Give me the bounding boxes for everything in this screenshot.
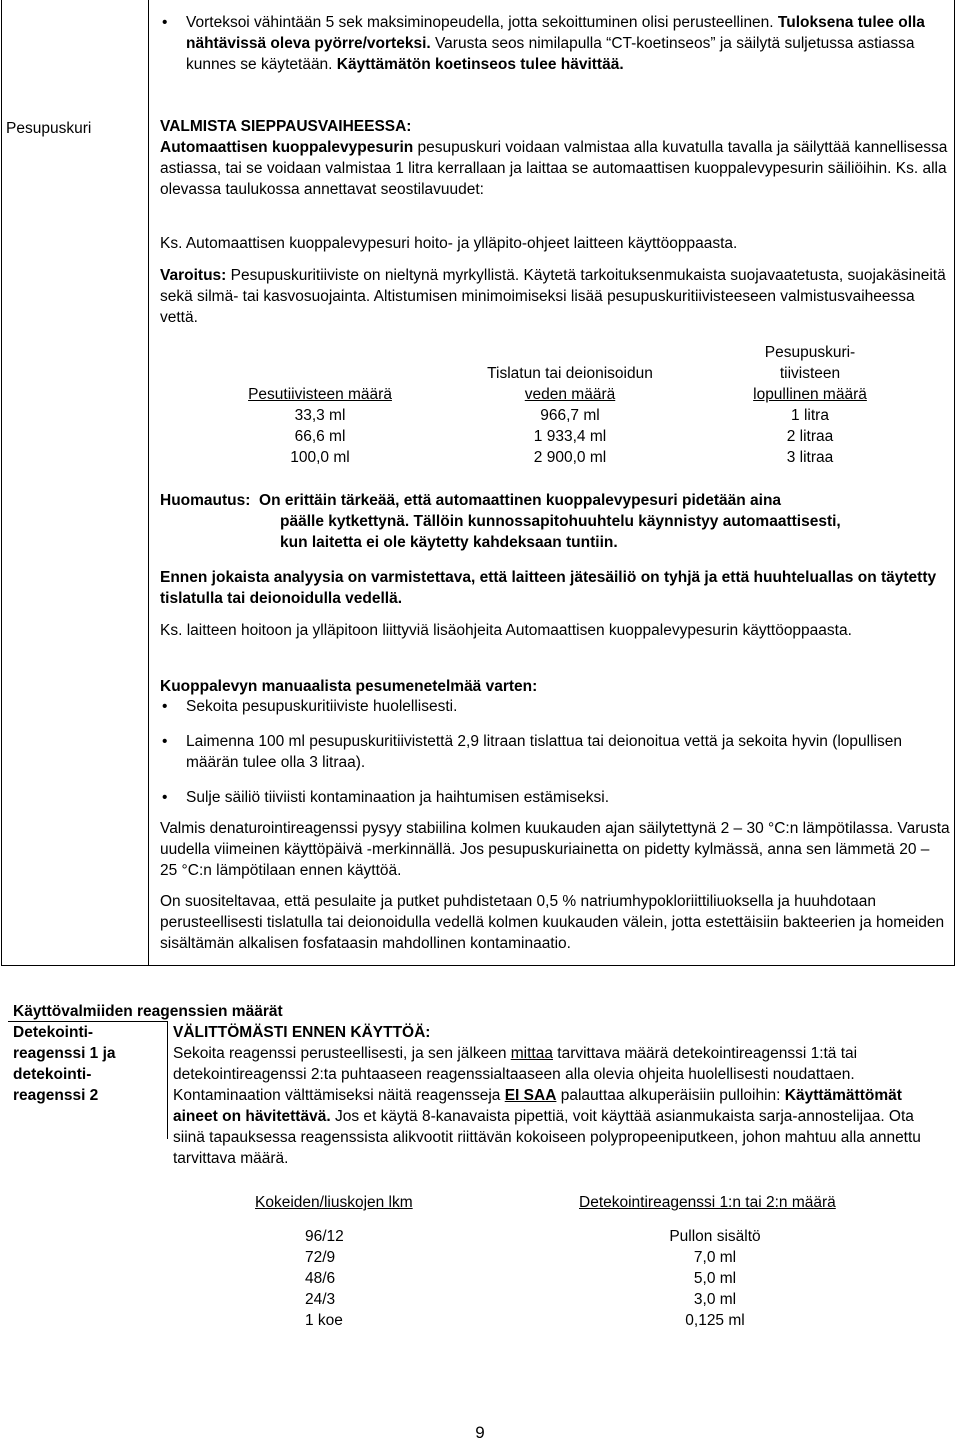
prep-heading: VALMISTA SIEPPAUSVAIHEESSA: xyxy=(160,118,412,135)
section-label-pesupuskuri: Pesupuskuri xyxy=(6,120,92,137)
manual-wash-list xyxy=(160,787,940,808)
table-header: Kokeiden/liuskojen lkm xyxy=(255,1194,413,1211)
page-number: 9 xyxy=(475,1423,485,1442)
column-divider xyxy=(148,0,149,966)
before-analysis-text: Ennen jokaista analyysia on varmistettava, että laitteen jätesäiliö on tyhjä ja että huuhteluallas on täytetty tislatulla tai deionoidulla vedellä. xyxy=(160,569,937,607)
manual-wash-heading: Kuoppalevyn manuaalista pesumenetelmää varten: xyxy=(160,678,538,695)
table-row xyxy=(190,447,930,468)
table-cell: 0,125 ml xyxy=(685,1312,745,1329)
table-cell: Pullon sisältö xyxy=(669,1228,761,1245)
note-line: päälle kytkettynä. Tällöin kunnossapitohuuhtelu käynnistyy automaattisesti, xyxy=(280,513,841,530)
list-item: • Sulje säiliö tiiviisti kontaminaation ja haihtumisen estämiseksi. xyxy=(160,787,940,808)
table-header: Detekointireagenssi 1:n tai 2:n määrä xyxy=(579,1194,836,1211)
table-header-row xyxy=(190,342,930,405)
note-line: kun laitetta ei ole käytetty kahdeksaan tuntiin. xyxy=(280,534,618,551)
prep-text: Automaattisen kuoppalevypesurin pesupuskuri voidaan valmistaa alla kuvatulla tavalla ja säilyttää kannellisessa astiassa, tai se voidaan valmistaa 1 litra kerrallaan ja laittaa se automaattisen kuoppalevypesurin säiliöihin. Ks. alla olevassa taulukossa annettavat seostilavuudet: xyxy=(160,139,948,198)
reagent-label: Detekointi- reagenssi 1 ja detekointi- reagenssi 2 xyxy=(13,1024,116,1104)
table-cell: 1 litra xyxy=(791,407,829,424)
wash-buffer-table xyxy=(190,342,930,468)
table-header: Tislatun tai deionisoidun veden määrä xyxy=(487,365,653,403)
table-cell: 48/6 xyxy=(305,1270,336,1287)
recommendation-text: On suositeltavaa, että pesulaite ja putket puhdistetaan 0,5 % natriumhypokloriittiliuoksella ja huuhdotaan perusteellisesti tislatulla tai deionoidulla vedellä kolmen kuukauden välein, jotta estettäisiin bakteerien ja homeiden sisältämän alkalisen fosfataasin mahdollinen kontaminaatio. xyxy=(160,893,945,952)
note-label: Huomautus: xyxy=(160,492,251,509)
table-cell: 1 933,4 ml xyxy=(533,428,607,445)
table-cell: 966,7 ml xyxy=(540,407,600,424)
reagent-instructions xyxy=(173,1022,948,1169)
table-header: Pesutiivisteen määrä xyxy=(248,386,392,403)
prep-block xyxy=(160,116,950,200)
denaturation-text: Valmis denaturointireagenssi pysyy stabiilina kolmen kuukauden ajan säilytettynä 2 – 30 °C:n lämpötilassa. Varusta uudella viimeinen käyttöpäivä -merkinnällä. Jos pesupuskuriainetta on pidetty kylmässä, anna sen lämmetä 20 – 25 °C:n lämpötilaan ennen käyttöä. xyxy=(160,820,950,879)
list-item: • Vorteksoi vähintään 5 sek maksiminopeudella, jotta sekoittuminen olisi perusteellinen. Tuloksena tulee olla nähtävissä oleva pyörre/vorteksi. Varusta seos nimilapulla “CT-koetinseos” ja säilytä suljetussa astiassa kunnes se käytetään. Käyttämätön koetinseos tulee hävittää. xyxy=(160,12,940,75)
table-cell: 3 litraa xyxy=(786,449,834,466)
section-title: Käyttövalmiiden reagenssien määrät xyxy=(13,1003,283,1020)
table-cell: 2 900,0 ml xyxy=(533,449,607,466)
table-cell: 33,3 ml xyxy=(294,407,346,424)
table-cell: 72/9 xyxy=(305,1249,336,1266)
table-row xyxy=(190,405,930,426)
warning-text: Varoitus: Pesupuskuritiiviste on nieltynä myrkyllistä. Käytetä tarkoituksenmukaista suojavaatetusta, suojakäsineitä sekä silmä- tai kasvosuojainta. Altistumisen minimoimiseksi lisää pesupuskuritiivisteeseen valmistusvaiheessa vettä. xyxy=(160,267,946,326)
list-item: • Laimenna 100 ml pesupuskuritiivistettä 2,9 litraan tislattua tai deionoitua vettä ja sekoita hyvin (lopullisen määrän tulee olla 3 litraa). xyxy=(160,731,940,773)
table-cell: 66,6 ml xyxy=(294,428,346,445)
table-cell: 1 koe xyxy=(305,1312,343,1329)
table-cell: 2 litraa xyxy=(786,428,834,445)
reagent-text: Sekoita reagenssi perusteellisesti, ja sen jälkeen mittaa tarvittava määrä detekointireagenssi 1:tä tai detekointireagenssi 2:ta puhtaaseen reagenssialtaaseen alla olevia ohjeita huolellisesti noudattaen. Kontaminaation välttämiseksi näitä reagensseja EI SAA palauttaa alkuperäisiin pulloihin: Käyttämättömät aineet on hävitettävä. Jos et käytä 8-kanavaista pipettiä, voit käyttää asianmukaista sarja-annostelijaa. Ota siinä tapauksessa reagenssista alikvootit riittävän kokoiseen polypropeeniputkeen, johon mahtuu alla annettu tarvittava määrä. xyxy=(173,1045,921,1167)
test-count-column xyxy=(305,1226,344,1331)
top-bullet-list xyxy=(160,12,940,75)
table-row xyxy=(190,426,930,447)
table-cell: 96/12 xyxy=(305,1228,344,1245)
list-item: • Sekoita pesupuskuritiiviste huolellisesti. xyxy=(160,696,940,717)
table-cell: 100,0 ml xyxy=(290,449,350,466)
manual-wash-list xyxy=(160,696,940,717)
note-block xyxy=(160,490,950,553)
note-line: On erittäin tärkeää, että automaattinen kuoppalevypesuri pidetään aina xyxy=(259,492,782,509)
reagent-heading: VÄLITTÖMÄSTI ENNEN KÄYTTÖÄ: xyxy=(173,1024,431,1041)
ks-maintenance-text: Ks. laitteen hoitoon ja ylläpitoon liittyviä lisäohjeita Automaattisen kuoppalevypesurin käyttöoppaasta. xyxy=(160,622,852,639)
ks-manual-text: Ks. Automaattisen kuoppalevypesuri hoito- ja ylläpito-ohjeet laitteen käyttöoppaasta. xyxy=(160,235,738,252)
table-cell: 3,0 ml xyxy=(693,1291,737,1308)
table-cell: 7,0 ml xyxy=(693,1249,737,1266)
reagent-volume-column xyxy=(640,1226,790,1331)
manual-wash-list xyxy=(160,731,940,773)
table-header: Pesupuskuri- tiivisteen lopullinen määrä xyxy=(753,344,867,403)
table-cell: 24/3 xyxy=(305,1291,336,1308)
table-cell: 5,0 ml xyxy=(693,1270,737,1287)
